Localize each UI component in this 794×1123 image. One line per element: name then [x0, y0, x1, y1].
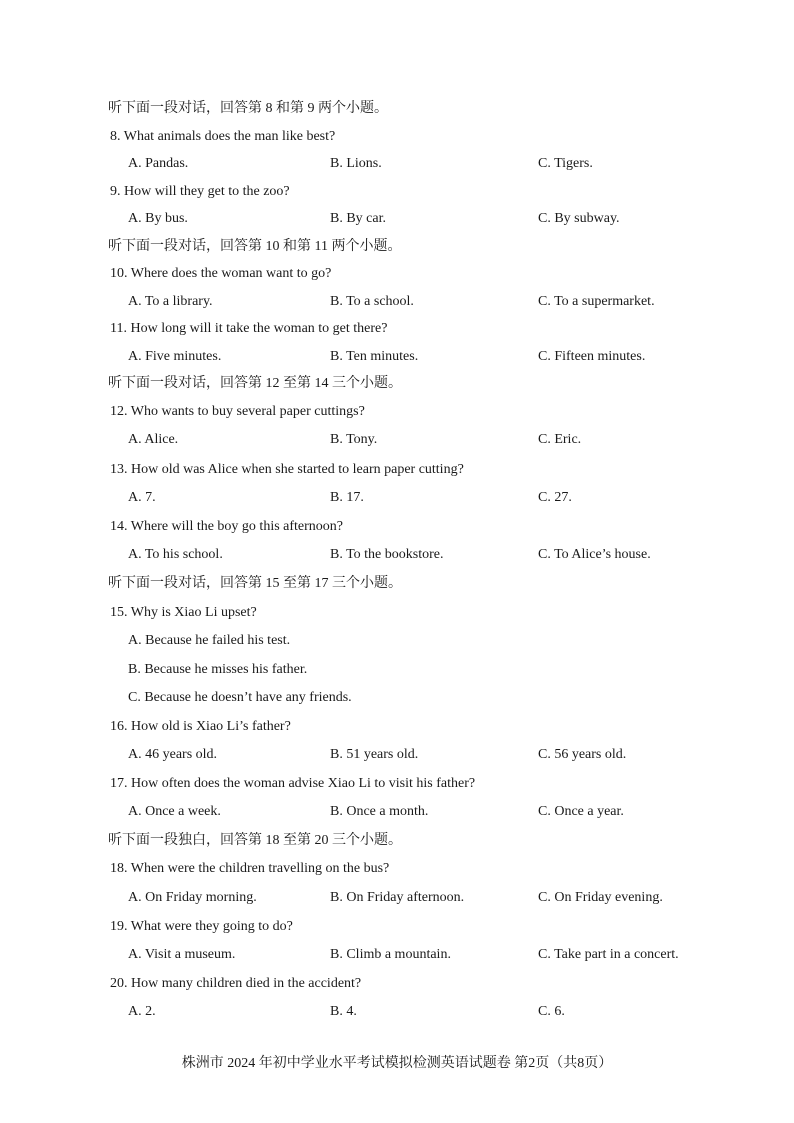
answer-option: B. On Friday afternoon. — [330, 890, 465, 905]
answer-option: C. 6. — [538, 1004, 565, 1019]
question-text: 9. How will they get to the zoo? — [110, 184, 290, 199]
section-instruction: 听下面一段对话，回答第 10 和第 11 两个小题。 — [108, 239, 402, 254]
answer-option: A. 7. — [128, 490, 156, 505]
answer-option: B. Because he misses his father. — [128, 662, 308, 677]
section-instruction: 听下面一段对话，回答第 15 至第 17 三个小题。 — [108, 576, 402, 591]
answer-option: A. Once a week. — [128, 804, 221, 819]
answer-option: A. To a library. — [128, 294, 213, 309]
question-text: 10. Where does the woman want to go? — [110, 266, 332, 281]
answer-option: C. 56 years old. — [538, 747, 627, 762]
answer-option: C. 27. — [538, 490, 572, 505]
answer-option: A. 2. — [128, 1004, 156, 1019]
question-text: 20. How many children died in the accident? — [110, 976, 362, 991]
answer-option: B. By car. — [330, 211, 386, 226]
section-instruction: 听下面一段对话，回答第 8 和第 9 两个小题。 — [108, 101, 388, 116]
answer-option: C. To a supermarket. — [538, 294, 655, 309]
answer-option: B. Climb a mountain. — [330, 947, 451, 962]
answer-option: A. Five minutes. — [128, 349, 222, 364]
answer-option: B. To the bookstore. — [330, 547, 444, 562]
answer-option: C. Take part in a concert. — [538, 947, 679, 962]
section-instruction: 听下面一段对话，回答第 12 至第 14 三个小题。 — [108, 376, 402, 391]
answer-option: B. Tony. — [330, 432, 378, 447]
answer-option: C. Once a year. — [538, 804, 624, 819]
answer-option: C. On Friday evening. — [538, 890, 663, 905]
answer-option: A. By bus. — [128, 211, 188, 226]
answer-option: B. 17. — [330, 490, 364, 505]
answer-option: C. Fifteen minutes. — [538, 349, 646, 364]
answer-option: A. Visit a museum. — [128, 947, 236, 962]
answer-option: A. Pandas. — [128, 156, 189, 171]
answer-option: B. To a school. — [330, 294, 414, 309]
question-text: 17. How often does the woman advise Xiao Li to visit his father? — [110, 776, 476, 791]
answer-option: C. To Alice’s house. — [538, 547, 651, 562]
question-text: 16. How old is Xiao Li’s father? — [110, 719, 291, 734]
question-text: 12. Who wants to buy several paper cuttings? — [110, 404, 365, 419]
answer-option: A. To his school. — [128, 547, 223, 562]
question-text: 8. What animals does the man like best? — [110, 129, 336, 144]
answer-option: C. Eric. — [538, 432, 582, 447]
answer-option: B. 4. — [330, 1004, 357, 1019]
question-text: 19. What were they going to do? — [110, 919, 293, 934]
answer-option: B. Lions. — [330, 156, 382, 171]
page-footer: 株洲市 2024 年初中学业水平考试模拟检测英语试题卷 第2页（共8页） — [181, 1056, 613, 1071]
answer-option: B. Once a month. — [330, 804, 429, 819]
answer-option: C. Tigers. — [538, 156, 593, 171]
answer-option: A. On Friday morning. — [128, 890, 257, 905]
answer-option: C. Because he doesn’t have any friends. — [128, 690, 352, 705]
question-text: 15. Why is Xiao Li upset? — [110, 605, 257, 620]
question-text: 14. Where will the boy go this afternoon? — [110, 519, 344, 534]
question-text: 18. When were the children travelling on the bus? — [110, 861, 390, 876]
question-text: 13. How old was Alice when she started to learn paper cutting? — [110, 462, 464, 477]
answer-option: C. By subway. — [538, 211, 620, 226]
answer-option: A. Alice. — [128, 432, 179, 447]
answer-option: A. 46 years old. — [128, 747, 218, 762]
answer-option: A. Because he failed his test. — [128, 633, 291, 648]
answer-option: B. Ten minutes. — [330, 349, 419, 364]
answer-option: B. 51 years old. — [330, 747, 419, 762]
question-text: 11. How long will it take the woman to get there? — [110, 321, 388, 336]
section-instruction: 听下面一段独白，回答第 18 至第 20 三个小题。 — [108, 833, 402, 848]
